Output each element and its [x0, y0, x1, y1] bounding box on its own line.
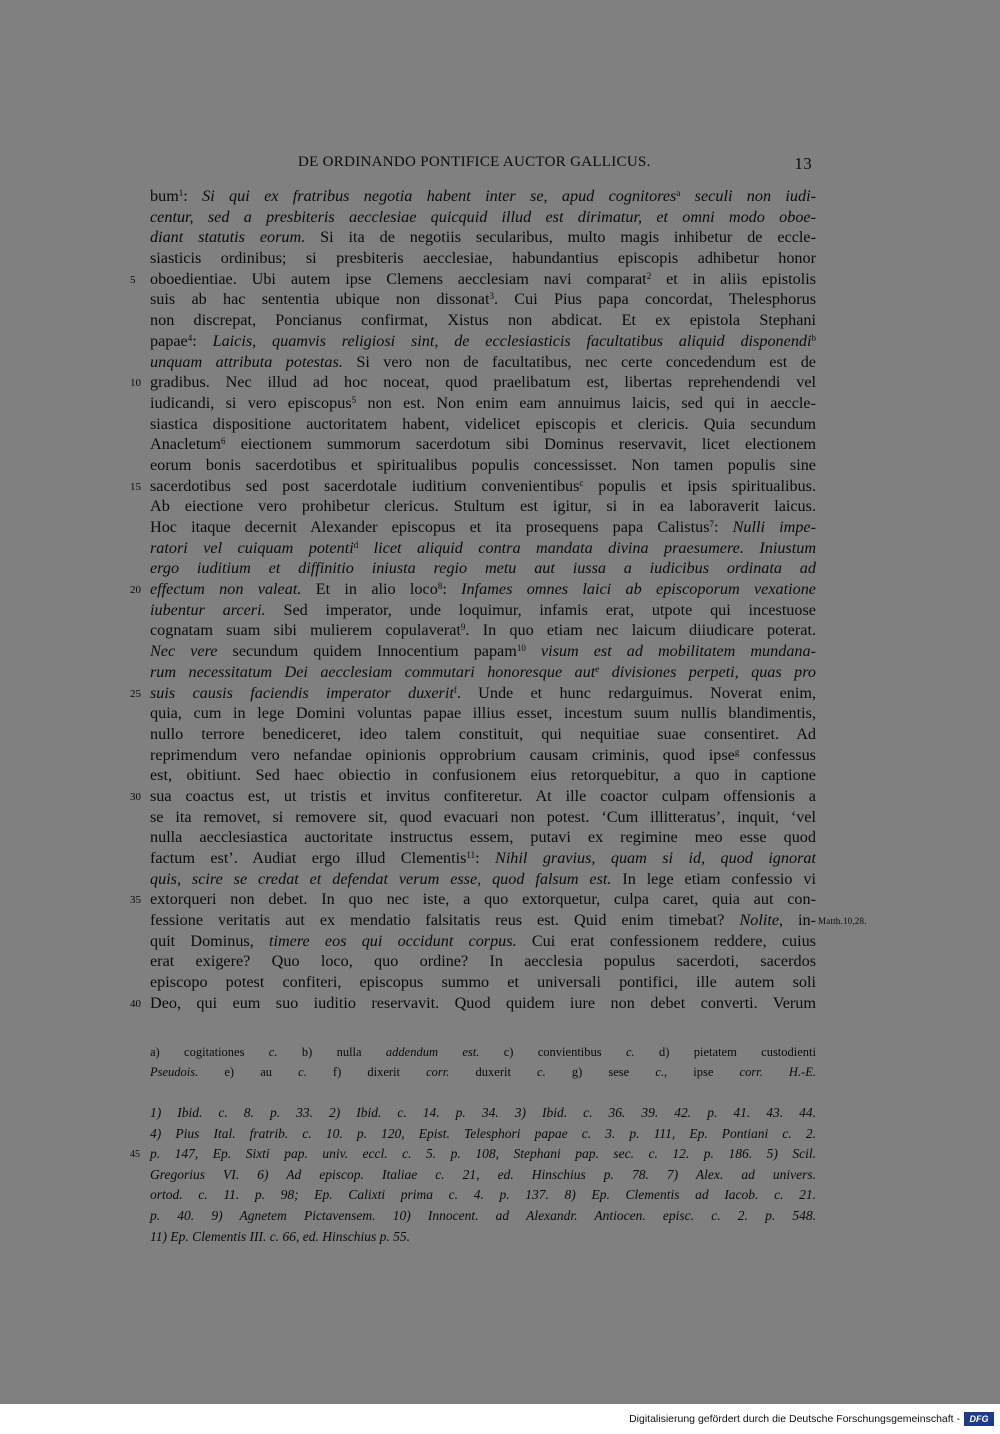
text-line: eorum bonis sacerdotibus et spiritualibus populis concessisset. Non tamen populis sine [150, 455, 816, 474]
running-title: DE ORDINANDO PONTIFICE AUCTOR GALLICUS. [298, 154, 651, 170]
line-number: 25 [130, 687, 141, 700]
text-line: quia, cum in lege Domini voluntas papae illius esset, incestum suum nullis blandimentis, [150, 704, 816, 723]
text-line: bum$^1$: Si qui ex fratribus negotia habent inter se, apud cognitores$^a$ seculi non iudi- [150, 187, 816, 205]
footnote-line: Gregorius VI. 6) Ad episcop. Italiae c. 21, ed. Hinschius p. 78. 7) Alex. ad univers. [150, 1166, 816, 1182]
source-footnotes [130, 1103, 816, 1247]
text-line: fessione veritatis aut ex mendatio falsitatis reus est. Quid enim timebat? Nolite, in- Matth.10,28. [150, 910, 816, 931]
text-line: 10 gradibus. Nec illud ad hoc noceat, quod praelibatum est, libertas reprehendendi vel [150, 372, 816, 393]
text-line: se ita removet, si removere sit, quod evacuari non potest. ‘Cum illitteratus’, inquit, ‘vel [150, 807, 816, 826]
text-line: episcopo potest confiteri, episcopus summo et universali pontifici, ille autem soli [150, 973, 816, 992]
dfg-logo: DFG [964, 1412, 994, 1426]
line-number: 20 [130, 584, 141, 597]
funding-banner [0, 1404, 1000, 1434]
text-line: est, obitiunt. Sed haec obiectio in confusionem eius retorquebitur, a quo in captione [150, 766, 816, 785]
apparatus-line: Pseudois. e) au c. f) dixerit corr. duxerit c. g) sese c., ipse corr. H.-E. [150, 1064, 816, 1079]
funding-text: Digitalisierung gefördert durch die Deutsche Forschungsgemeinschaft - [629, 1413, 960, 1425]
footnote-line: p. 40. 9) Agnetem Pictavensem. 10) Innocent. ad Alexandr. Antiocen. episc. c. 2. p. 548. [150, 1207, 816, 1223]
line-number: 5 [130, 273, 136, 286]
text-line: Anacletum$^6$ eiectionem summorum sacerdotum sibi Dominus reservavit, licet electionem [150, 435, 816, 454]
text-line: nulla aecclesiastica auctoritate instructus essem, putavi ex regimine meo esse quod [150, 828, 816, 847]
text-line: siasticis ordinibus; si presbiteris aecclesiae, habundantius episcopis adhibetur honor [150, 249, 816, 268]
line-number: 30 [130, 790, 141, 803]
text-line: 15 sacerdotibus sed post sacerdotale iuditium convenientibus$^c$ populis et ipsis spiritualibus. [150, 476, 816, 497]
line-number: 15 [130, 480, 141, 493]
variant-apparatus [150, 1043, 816, 1082]
footnote-line: 4) Pius Ital. fratrib. c. 10. p. 120, Epist. Telesphori papae c. 3. p. 111, Ep. Pontiani c. 2. [150, 1125, 816, 1141]
footnote-line: ortod. c. 11. p. 98; Ep. Calixti prima c. 4. p. 137. 8) Ep. Clementis ad Iacob. c. 21. [150, 1187, 816, 1203]
page-number: 13 [794, 154, 812, 173]
text-line: iubentur arceri. Sed imperator, unde loquimur, infamis erat, utpote qui incestuose [150, 600, 816, 619]
text-line: iudicandi, si vero episcopus$^5$ non est. Non enim eam annuimus laicis, sed qui in aeccle- [150, 393, 817, 412]
text-line: 30 sua coactus est, ut tristis et invitus confiteretur. At ille coactor culpam offensionis a [150, 786, 816, 807]
text-line: suis ab hac sententia ubique non dissonat$^3$. Cui Pius papa concordat, Thelesphorus [150, 290, 816, 309]
text-line: rum necessitatum Dei aecclesiam commutari honoresque aut$^e$ divisiones perpeti, quas pro [150, 662, 816, 681]
apparatus-line: a) cogitationes c. b) nulla addendum est. c) convientibus c. d) pietatem custodienti [150, 1045, 816, 1059]
text-line: ratori vel cuiquam potenti$^d$ licet aliquid contra mandata divina praesumere. Iniustum [150, 538, 817, 557]
text-line: unquam attributa potestas. Si vero non de facultatibus, nec certe concedendum est de [150, 352, 816, 371]
text-line: siastica dispositione auctoritatem habent, videlicet episcopis et clericis. Quia secundum [150, 414, 816, 433]
main-text [130, 186, 867, 1014]
footnote-line: 1) Ibid. c. 8. p. 33. 2) Ibid. c. 14. p. 34. 3) Ibid. c. 36. 39. 42. p. 41. 43. 44. [150, 1105, 816, 1120]
line-number: 35 [130, 894, 141, 907]
text-line: Nec vere secundum quidem Innocentium papam$^{10}$ visum est ad mobilitatem mundana- [150, 642, 817, 661]
line-number: 45 [130, 1149, 140, 1161]
text-line: ergo iuditium et diffinitio iniusta regio metu aut iussa a iudicibus ordinata ad [150, 559, 816, 578]
text-line: 40 Deo, qui eum suo iuditio reservavit. Quod quidem iure non debet converti. Verum [150, 993, 816, 1014]
footnote-line: 11) Ep. Clementis III. c. 66, ed. Hinschius p. 55. [150, 1228, 410, 1244]
footnote-line: 45 p. 147, Ep. Sixti pap. univ. eccl. c. 5. p. 108, Stephani pap. sec. c. 12. p. 186. 5) Scil. [150, 1144, 816, 1165]
text-line: nullo terrore benediceret, ideo talem constituit, qui nequitiae suae consentiret. Ad [150, 724, 816, 743]
text-line: 25 suis causis faciendis imperator duxerit$^f$. Unde et hunc redarguimus. Noverat enim, [150, 683, 816, 704]
text-line: erat exigere? Quo loco, quo ordine? In aecclesia populus sacerdoti, sacerdos [150, 952, 816, 971]
text-line: Hoc itaque decernit Alexander episcopus et ita prosequens papa Calistus$^7$: Nulli impe- [150, 518, 816, 536]
text-line: 5 oboedientiae. Ubi autem ipse Clemens aecclesiam navi comparat$^2$ et in aliis epistolis [150, 269, 816, 290]
text-line: reprimendum vero nefandae opinionis opprobrium causam criminis, quod ipse$^g$ confessus [150, 745, 816, 764]
line-number: 10 [130, 377, 141, 390]
text-line: non discrepat, Poncianus confirmat, Xistus non abdicat. Et ex epistola Stephani [150, 311, 816, 330]
text-line: papae$^4$: Laicis, quamvis religiosi sint, de ecclesiasticis facultatibus aliquid disponendi$^b$ [150, 331, 817, 350]
text-line: factum est’. Audiat ergo illud Clementis$^{11}$: Nihil gravius, quam si id, quod ignorat [150, 849, 816, 867]
line-number: 40 [130, 997, 141, 1010]
text-line: 35 extorqueri non debet. In quo nec iste, a quo extorquetur, culpa caret, quia aut con- [150, 889, 816, 910]
text-line: centur, sed a presbiteris aecclesiae quicquid illud est dirimatur, et omni modo oboe- [150, 207, 816, 226]
text-line: diant statutis eorum. Si ita de negotiis secularibus, multo magis inhibetur de eccle- [150, 228, 817, 247]
running-header [150, 154, 816, 178]
text-line: quit Dominus, timere eos qui occidunt corpus. Cui erat confessionem reddere, cuius [150, 931, 816, 950]
text-line: Ab eiectione vero prohibetur clericus. Stultum est igitur, si in ea laboraverit laicus. [150, 497, 816, 516]
marginal-note: Matth.10,28. [818, 916, 867, 927]
text-line: 20 effectum non valeat. Et in alio loco$^8$: Infames omnes laici ab episcoporum vexatione [150, 579, 816, 600]
text-line: quis, scire se credat et defendat verum esse, quod falsum est. In lege etiam confessio vi [150, 869, 816, 888]
text-line: cognatam suam sibi mulierem copulaverat$^9$. In quo etiam nec laicum diiudicare poterat. [150, 621, 816, 640]
